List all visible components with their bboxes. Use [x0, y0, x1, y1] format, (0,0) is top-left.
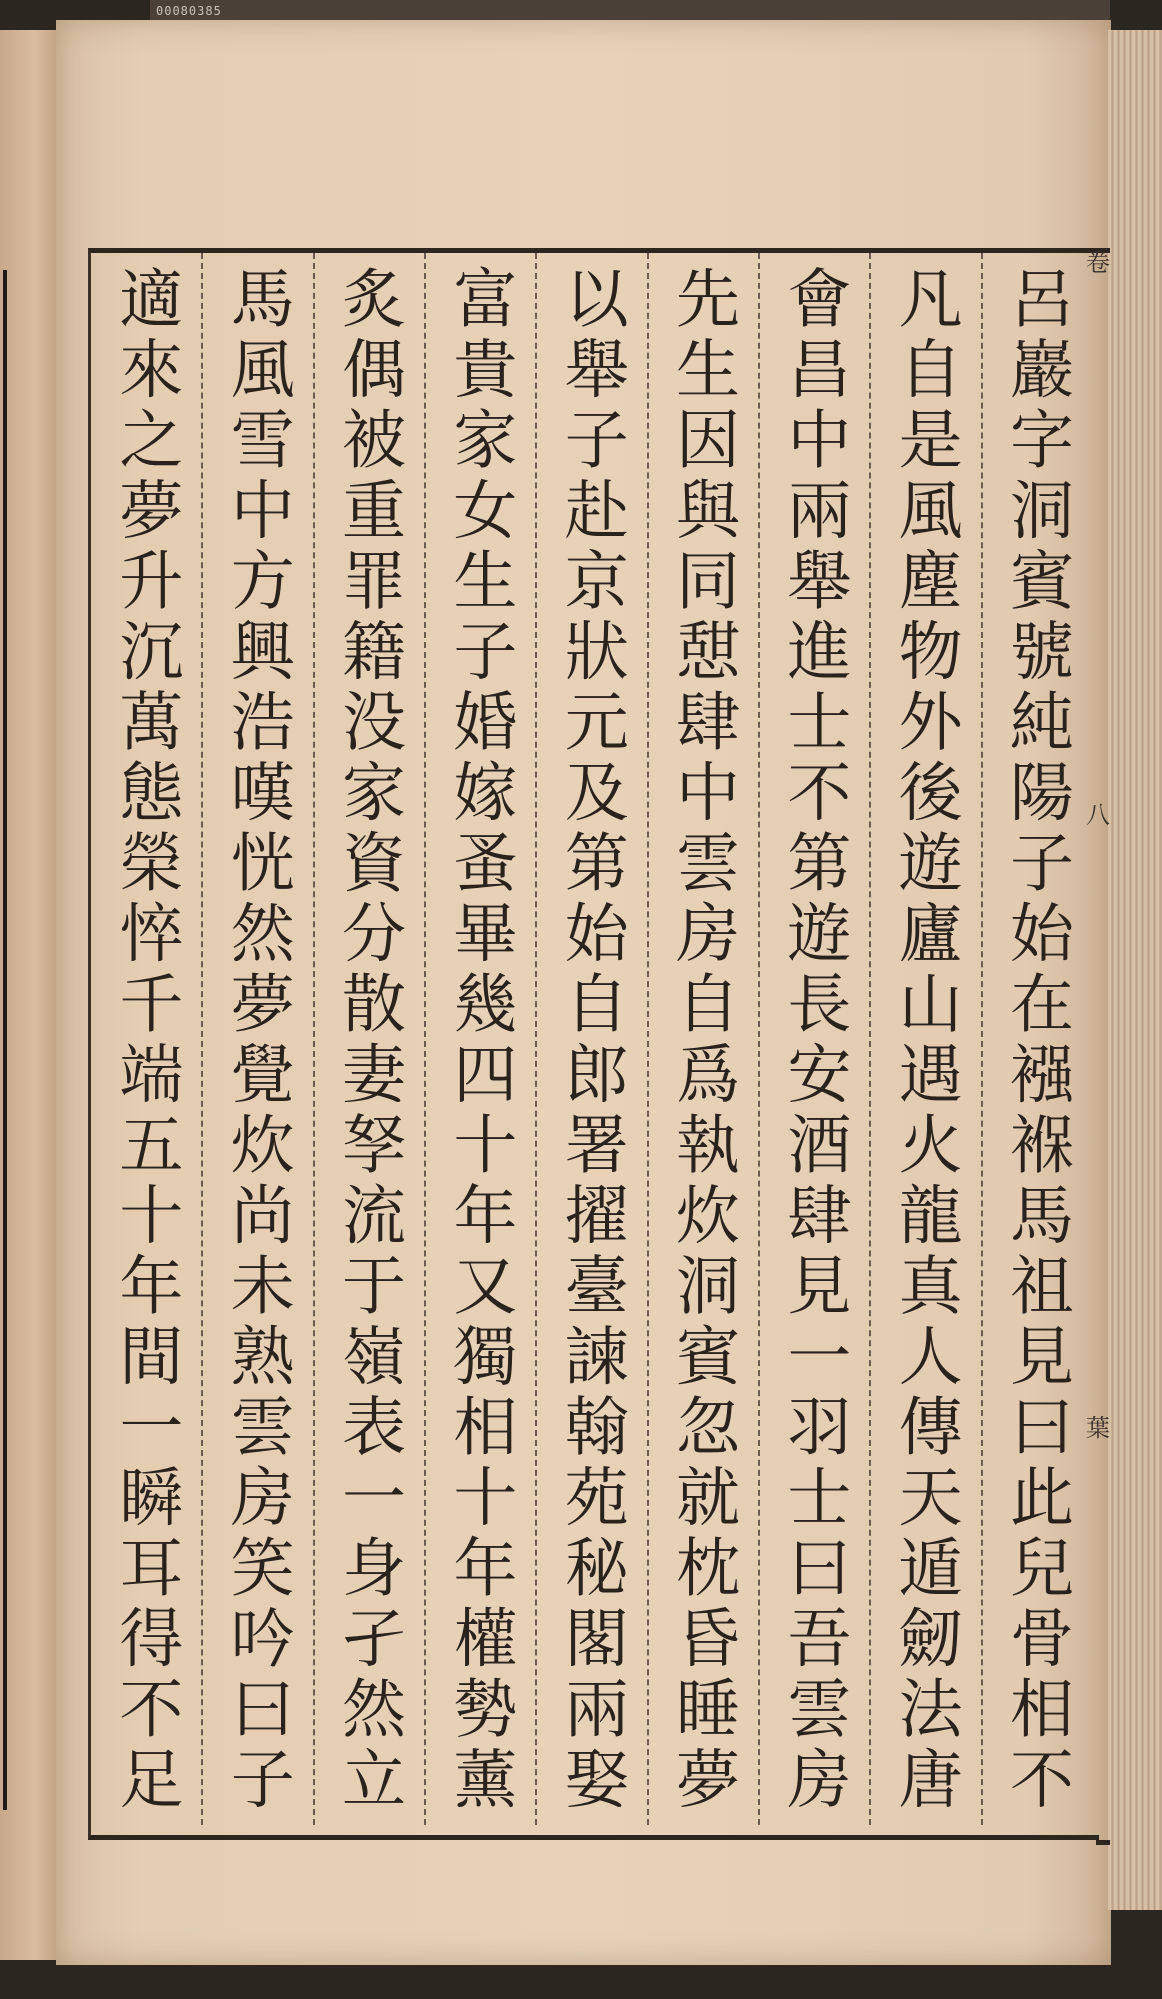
text-column-5: 以舉子赴京狀元及第始自郎署擢臺諫翰苑秘閣兩娶: [535, 253, 646, 1825]
text-column-8: 馬風雪中方興浩嘆恍然夢覺炊尚未熟雲房笑吟曰子: [201, 253, 312, 1825]
fold-mark: 卷: [1086, 249, 1110, 277]
text-column-1: 呂巖字洞賓號純陽子始在襁褓馬祖見曰此兒骨相不: [981, 253, 1092, 1825]
text-column-9: 適來之夢升沉萬態榮悴千端五十年間一瞬耳得不足: [108, 265, 183, 1816]
text-column-7: 炙偶被重罪籍没家資分散妻孥流于嶺表一身孑然立: [313, 253, 424, 1825]
text-column-3: 會昌中兩舉進士不第遊長安酒肆見一羽士曰吾雲房: [758, 253, 869, 1825]
image-id-stamp: 00080385: [156, 4, 222, 18]
text-column-2: 凡自是風塵物外後遊廬山遇火龍真人傳天遁劒法唐: [869, 253, 980, 1825]
book-top-edge: [150, 0, 1110, 22]
fold-mark: 八: [1086, 801, 1110, 830]
text-column-4: 先生因與同憇肆中雲房自爲執炊洞賓忽就枕昏睡夢: [647, 253, 758, 1825]
fold-mark: 葉: [1086, 1413, 1110, 1442]
text-columns: [92, 253, 1092, 1825]
text-column-6: 富貴家女生子婚嫁蚤畢幾四十年又獨相十年權勢薰: [424, 253, 535, 1825]
left-page-edge: [0, 30, 60, 1960]
